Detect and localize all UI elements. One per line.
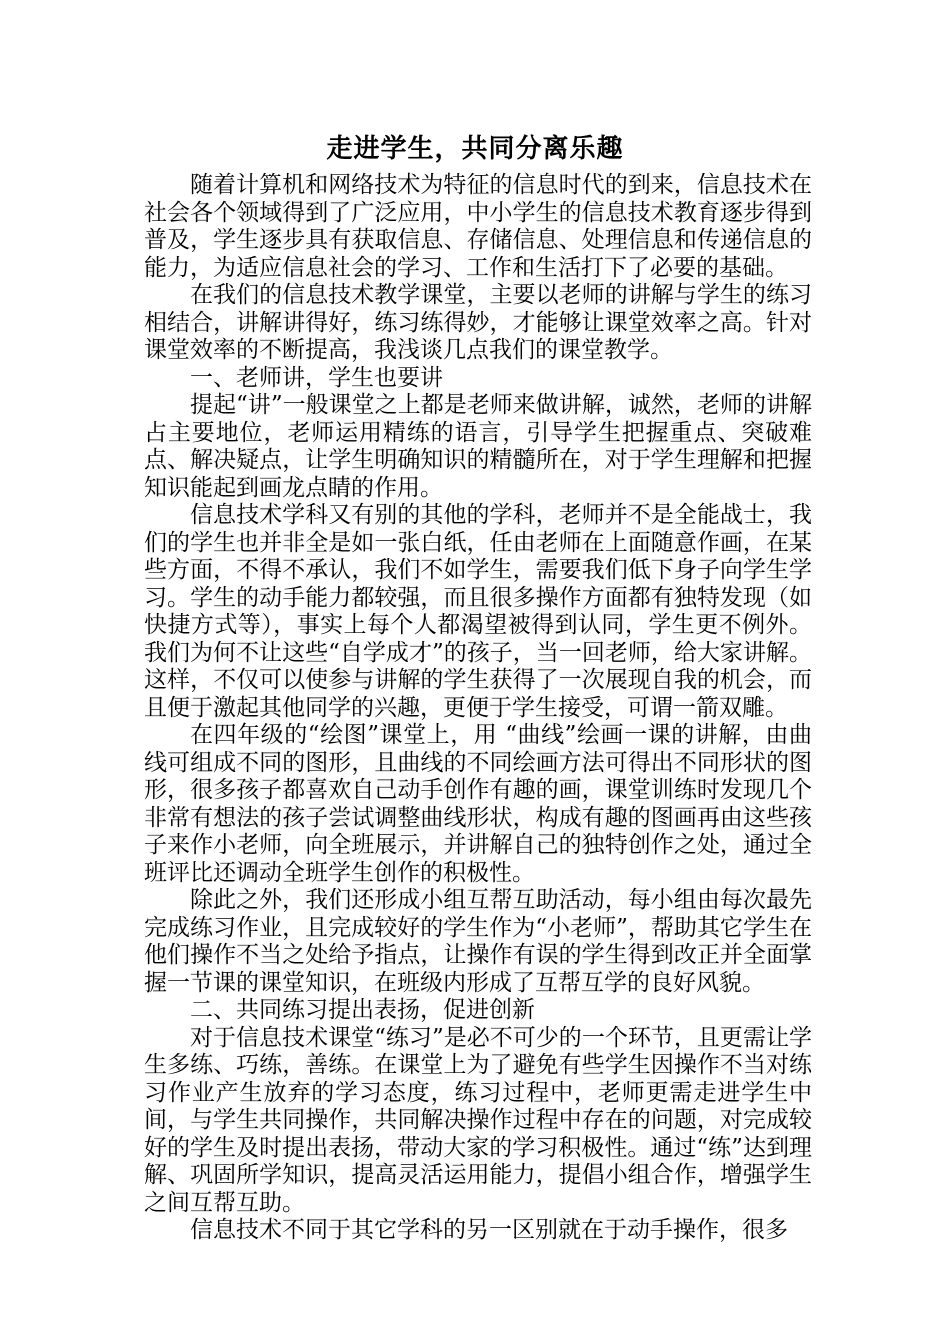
- document-body: [144, 172, 812, 1245]
- paragraph-students-explain: 信息技术学科又有别的其他的学科，老师并不是全能战士，我们的学生也并非全是如一张白纸，任由老师在上面随意作画，在某些方面，不得不承认，我们不如学生，需要我们低下身子向学生学习。学生的动手能力都较强，而且很多操作方面都有独特发现（如快捷方式等），事实上每个人都渴望被得到认同，学生更不例外。我们为何不让这些“自学成才”的孩子，当一回老师，给大家讲解。这样，不仅可以使参与讲解的学生获得了一次展现自我的机会，而且便于激起其他同学的兴趣，更便于学生接受，可谓一箭双雕。: [144, 502, 812, 721]
- document-title: 走进学生，共同分离乐趣: [326, 134, 624, 164]
- section-heading-1: 一、老师讲，学生也要讲: [190, 364, 443, 391]
- paragraph-hands-on: 信息技术不同于其它学科的另一区别就在于动手操作，很多: [190, 1217, 788, 1243]
- paragraph-teacher-explain: 提起“讲”一般课堂之上都是老师来做讲解，诚然，老师的讲解占主要地位，老师运用精练的语言，引导学生把握重点、突破难点、解决疑点，让学生明确知识的精髓所在，对于学生理解和把握知识能起到画龙点睛的作用。: [144, 392, 812, 501]
- paragraph-classroom: 在我们的信息技术教学课堂，主要以老师的讲解与学生的练习相结合，讲解讲得好，练习练得妙，才能够让课堂效率之高。针对课堂效率的不断提高，我浅谈几点我们的课堂教学。: [144, 282, 812, 363]
- section-heading-2: 二、共同练习提出表扬，促进创新: [190, 997, 535, 1023]
- paragraph-group-help: 除此之外，我们还形成小组互帮互助活动，每小组由每次最先完成练习作业，且完成较好的学生作为“小老师”，帮助其它学生在他们操作不当之处给予指点，让操作有误的学生得到改正并全面掌握一节课的课堂知识，在班级内形成了互帮互学的良好风貌。: [144, 887, 812, 996]
- paragraph-drawing-example: 在四年级的“绘图”课堂上，用 “曲线”绘画一课的讲解，由曲线可组成不同的图形，且曲线的不同绘画方法可得出不同形状的图形，很多孩子都喜欢自己动手创作有趣的画，课堂训练时发现几个非常有想法的孩子尝试调整曲线形状，构成有趣的图画再由这些孩子来作小老师，向全班展示，并讲解自己的独特创作之处，通过全班评比还调动全班学生创作的积极性。: [144, 722, 812, 886]
- paragraph-practice: 对于信息技术课堂“练习”是必不可少的一个环节，且更需让学生多练、巧练，善练。在课堂上为了避免有些学生因操作不当对练习作业产生放弃的学习态度，练习过程中，老师更需走进学生中间，与学生共同操作，共同解决操作过程中存在的问题，对完成较好的学生及时提出表扬，带动大家的学习积极性。通过“练”达到理解、巩固所学知识，提高灵活运用能力，提倡小组合作，增强学生之间互帮互助。: [144, 1024, 812, 1216]
- paragraph-intro: 随着计算机和网络技术为特征的信息时代的到来，信息技术在社会各个领域得到了广泛应用，中小学生的信息技术教育逐步得到普及，学生逐步具有获取信息、存储信息、处理信息和传递信息的能力，为适应信息社会的学习、工作和生活打下了必要的基础。: [144, 172, 812, 281]
